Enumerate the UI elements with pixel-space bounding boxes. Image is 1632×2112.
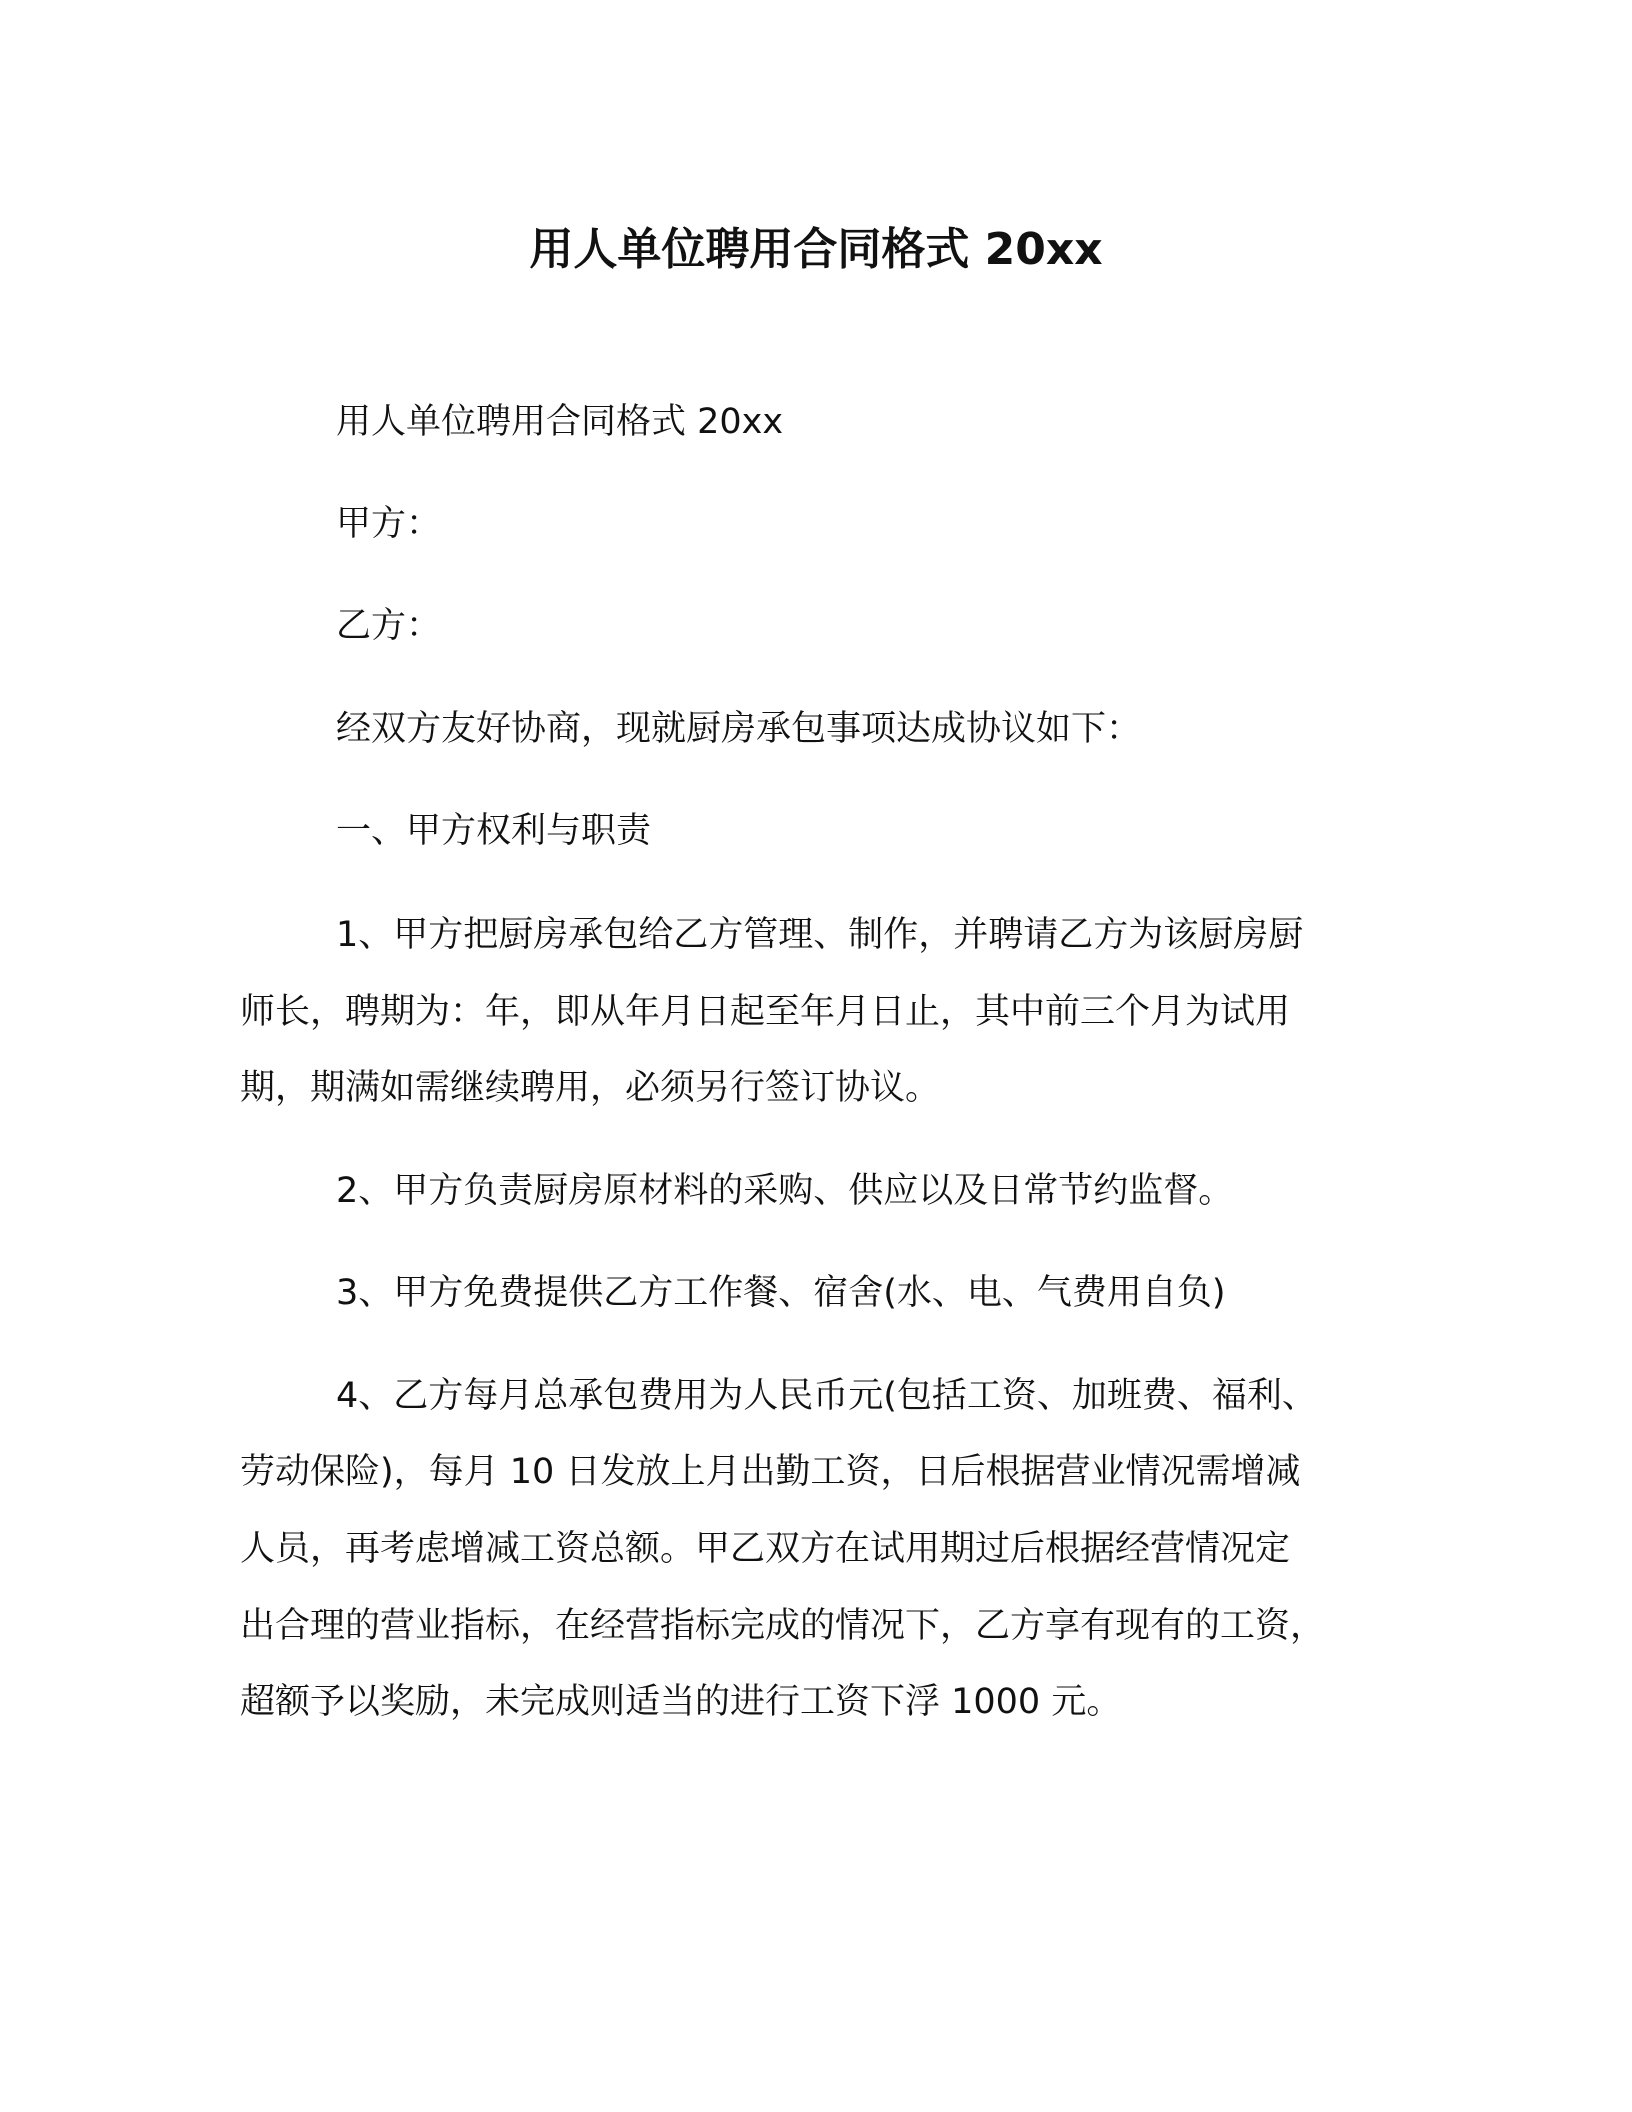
clause-3: 3、甲方免费提供乙方工作餐、宿舍(水、电、气费用自负)	[336, 1273, 1226, 1313]
document-subtitle: 用人单位聘用合同格式 20xx	[336, 402, 784, 442]
clause-1-line-2: 师长，聘期为：年，即从年月日起至年月日止，其中前三个月为试用	[240, 992, 1291, 1032]
clause-1-line-3: 期，期满如需继续聘用，必须另行签订协议。	[240, 1068, 941, 1108]
party-a-label: 甲方：	[336, 504, 442, 544]
clause-1-line-1: 1、甲方把厨房承包给乙方管理、制作，并聘请乙方为该厨房厨	[336, 915, 1304, 955]
section-1-heading: 一、甲方权利与职责	[336, 811, 652, 851]
clause-4-line-1: 4、乙方每月总承包费用为人民币元(包括工资、加班费、福利、	[336, 1376, 1317, 1416]
intro-paragraph: 经双方友好协商，现就厨房承包事项达成协议如下：	[336, 709, 1142, 749]
document-title: 用人单位聘用合同格式 20xx	[529, 224, 1103, 275]
clause-4-line-2: 劳动保险)，每月 10 日发放上月出勤工资，日后根据营业情况需增减	[240, 1452, 1301, 1492]
party-b-label: 乙方：	[336, 606, 442, 646]
clause-4-line-3: 人员，再考虑增减工资总额。甲乙双方在试用期过后根据经营情况定	[240, 1529, 1291, 1569]
clause-2: 2、甲方负责厨房原材料的采购、供应以及日常节约监督。	[336, 1171, 1234, 1211]
clause-4-line-5: 超额予以奖励，未完成则适当的进行工资下浮 1000 元。	[240, 1682, 1122, 1722]
clause-4-line-4: 出合理的营业指标，在经营指标完成的情况下，乙方享有现有的工资，	[240, 1606, 1326, 1646]
